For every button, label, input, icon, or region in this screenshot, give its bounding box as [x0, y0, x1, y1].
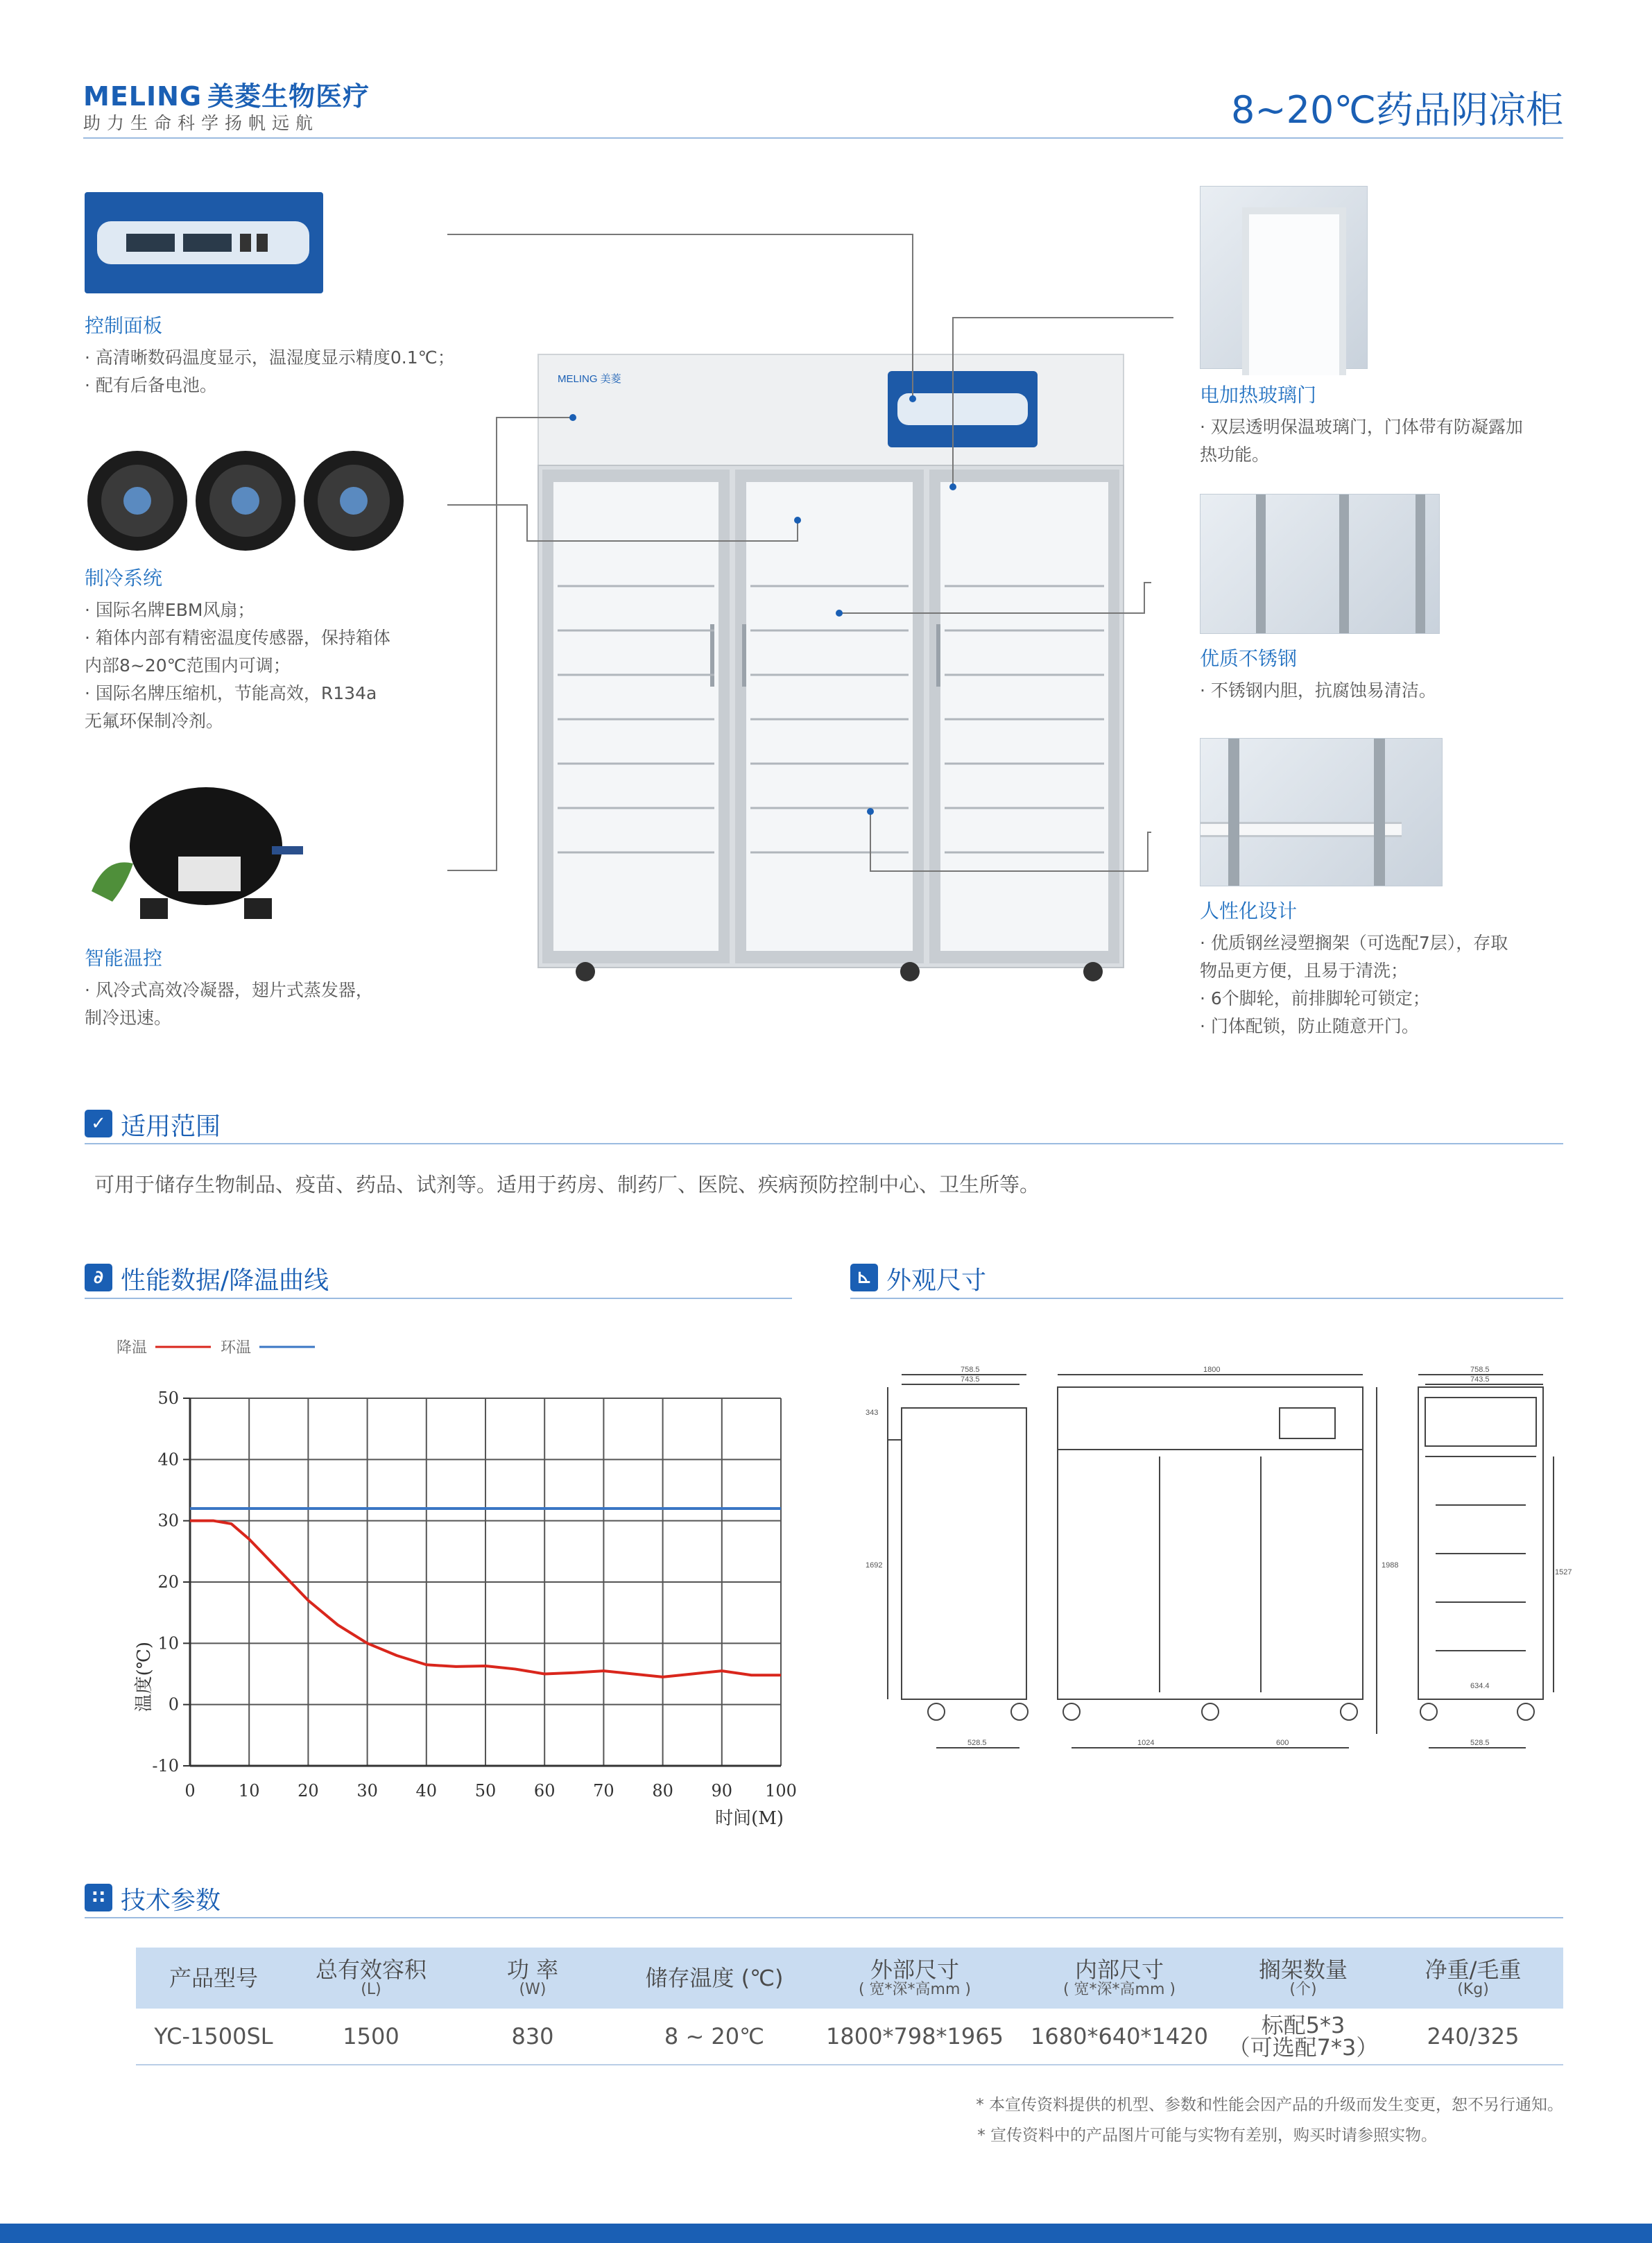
- feature-title: 控制面板: [85, 314, 163, 337]
- column-header: 功 率 (W): [451, 1948, 614, 2009]
- y-tick-label: 30: [157, 1511, 179, 1531]
- brand-name-cn: 美菱生物医疗: [207, 81, 370, 112]
- dimension-label: 743.5: [1470, 1375, 1490, 1384]
- feature-line: · 高清晰数码温度显示，温湿度显示精度0.1℃；: [85, 347, 455, 368]
- x-tick-label: 90: [711, 1781, 733, 1801]
- x-tick-label: 10: [238, 1781, 260, 1801]
- glass-door-photo: [1200, 186, 1368, 369]
- dimension-label: 758.5: [961, 1366, 980, 1374]
- brand-name-en: MELING: [83, 81, 203, 112]
- feature-line: · 国际名牌EBM风扇；: [85, 600, 255, 620]
- legend-label: 降温: [117, 1339, 148, 1357]
- column-header: 搁架数量 (个): [1223, 1948, 1383, 2009]
- feature-line: · 门体配锁，防止随意开门。: [1200, 1016, 1419, 1036]
- y-axis-label: 温度(℃): [134, 1641, 155, 1712]
- column-header: 总有效容积 (L): [291, 1948, 451, 2009]
- feature-line: · 配有后备电池。: [85, 375, 217, 395]
- y-tick-label: 50: [157, 1389, 179, 1408]
- dimension-label: 600: [1276, 1739, 1289, 1747]
- checkmark-icon: ✓: [85, 1110, 112, 1137]
- scope-divider: [85, 1143, 1563, 1144]
- feature-line: 物品更方便，且易于清洗；: [1200, 961, 1409, 981]
- feature-line: · 6个脚轮，前排脚轮可锁定；: [1200, 988, 1430, 1008]
- cabinet-badge: MELING 美菱: [558, 373, 621, 385]
- dimensions-title: 外观尺寸: [886, 1266, 987, 1295]
- cooling-curve-chart: [104, 1332, 798, 1838]
- table-cell: 标配5*3 （可选配7*3）: [1223, 2009, 1383, 2065]
- feature-stainless-steel: [1200, 644, 1588, 705]
- feature-heated-glass-door: [1200, 380, 1588, 469]
- specs-title: 技术参数: [121, 1887, 221, 1915]
- chart-icon: ⊾: [850, 1264, 878, 1291]
- x-tick-label: 50: [474, 1781, 497, 1801]
- feature-line: · 箱体内部有精密温度传感器，保持箱体: [85, 628, 390, 648]
- dimension-drawings: [860, 1359, 1572, 1762]
- feature-line: · 国际名牌压缩机，节能高效，R134a: [85, 683, 377, 703]
- table-row: [136, 2009, 1563, 2065]
- dimension-label: 1024: [1137, 1739, 1155, 1747]
- footer-bar: [0, 2224, 1652, 2243]
- specs-divider: [85, 1917, 1563, 1918]
- brand-slogan: 助力生命科学扬帆远航: [83, 113, 320, 133]
- wire-shelf-photo: [1200, 738, 1443, 886]
- specs-table: [136, 1948, 1563, 2065]
- column-header: 产品型号: [136, 1948, 291, 2009]
- y-tick-label: 10: [157, 1633, 179, 1653]
- feature-title: 电加热玻璃门: [1200, 384, 1317, 406]
- feature-title: 智能温控: [85, 947, 163, 970]
- dimension-label: 758.5: [1470, 1366, 1490, 1374]
- x-tick-label: 0: [184, 1781, 196, 1801]
- disclaimer-note: * 宣传资料中的产品图片可能与实物有差别，购买时请参照实物。: [977, 2126, 1437, 2145]
- table-cell: 1500: [291, 2009, 451, 2065]
- table-cell: 8 ~ 20℃: [614, 2009, 814, 2065]
- side-view-drawing: [888, 1375, 1028, 1748]
- front-view-drawing: [1058, 1375, 1377, 1748]
- feature-line: · 不锈钢内胆，抗腐蚀易清洁。: [1200, 680, 1436, 701]
- x-tick-label: 70: [593, 1781, 614, 1801]
- column-header: 外部尺寸 ( 宽*深*高mm ): [814, 1948, 1015, 2009]
- table-cell: 1800*798*1965: [814, 2009, 1015, 2065]
- feature-line: 热功能。: [1200, 445, 1270, 465]
- x-axis-label: 时间(M): [715, 1808, 784, 1829]
- stainless-steel-photo: [1200, 494, 1440, 634]
- page-title: 8~20℃药品阴凉柜: [1231, 88, 1563, 132]
- feature-line: 无氟环保制冷剂。: [85, 711, 224, 731]
- dimensions-divider: [850, 1298, 1563, 1299]
- table-cell: YC-1500SL: [136, 2009, 291, 2065]
- x-tick-label: 80: [652, 1781, 673, 1801]
- y-tick-label: 20: [157, 1572, 179, 1592]
- table-cell: 240/325: [1383, 2009, 1563, 2065]
- dimension-label: 343: [866, 1409, 879, 1417]
- dimension-label: 1527: [1555, 1568, 1572, 1576]
- feature-line: · 双层透明保温玻璃门，门体带有防凝露加: [1200, 417, 1523, 437]
- legend-label: 环温: [221, 1339, 252, 1357]
- column-header: 储存温度 (℃): [614, 1948, 814, 2009]
- feature-title: 制冷系统: [85, 567, 163, 590]
- table-cell: 1680*640*1420: [1015, 2009, 1223, 2065]
- specs-icon: ∷: [85, 1884, 112, 1911]
- table-header-row: [136, 1948, 1563, 2009]
- column-header: 内部尺寸 ( 宽*深*高mm ): [1015, 1948, 1223, 2009]
- section-view-drawing: [1418, 1375, 1554, 1748]
- feature-title: 优质不锈钢: [1200, 647, 1298, 670]
- disclaimer-note: * 本宣传资料提供的机型、参数和性能会因产品的升级而发生变更，恕不另行通知。: [976, 2096, 1563, 2114]
- dimension-label: 743.5: [961, 1375, 980, 1384]
- performance-divider: [85, 1298, 792, 1299]
- scope-title: 适用范围: [121, 1112, 221, 1141]
- feature-ergonomic-design: [1200, 896, 1588, 1040]
- x-tick-label: 60: [533, 1781, 556, 1801]
- feature-line: · 优质钢丝浸塑搁架（可选配7层），存取: [1200, 933, 1508, 953]
- feature-title: 人性化设计: [1200, 900, 1298, 922]
- y-tick-label: -10: [152, 1756, 179, 1776]
- dimension-label: 1800: [1203, 1366, 1221, 1374]
- y-tick-label: 40: [157, 1450, 179, 1470]
- table-cell: 830: [451, 2009, 614, 2065]
- dimension-label: 528.5: [967, 1739, 987, 1747]
- x-tick-label: 30: [356, 1781, 378, 1801]
- dimension-label: 528.5: [1470, 1739, 1490, 1747]
- dimension-label: 634.4: [1470, 1682, 1490, 1690]
- dimension-label: 1988: [1382, 1561, 1399, 1570]
- performance-title: 性能数据/降温曲线: [121, 1266, 329, 1295]
- feature-line: · 风冷式高效冷凝器，翅片式蒸发器，: [85, 980, 373, 1000]
- column-header: 净重/毛重 (Kg): [1383, 1948, 1563, 2009]
- x-tick-label: 100: [765, 1781, 797, 1801]
- x-tick-label: 40: [415, 1781, 438, 1801]
- x-tick-label: 20: [298, 1781, 319, 1801]
- feature-line: 内部8~20℃范围内可调；: [85, 655, 291, 676]
- feature-line: 制冷迅速。: [85, 1008, 172, 1028]
- scope-text: 可用于储存生物制品、疫苗、药品、试剂等。适用于药房、制药厂、医院、疾病预防控制中心、卫生所等。: [94, 1173, 1040, 1196]
- link-icon: ∂: [85, 1264, 112, 1291]
- dimension-label: 1692: [866, 1561, 883, 1570]
- y-tick-label: 0: [168, 1694, 179, 1715]
